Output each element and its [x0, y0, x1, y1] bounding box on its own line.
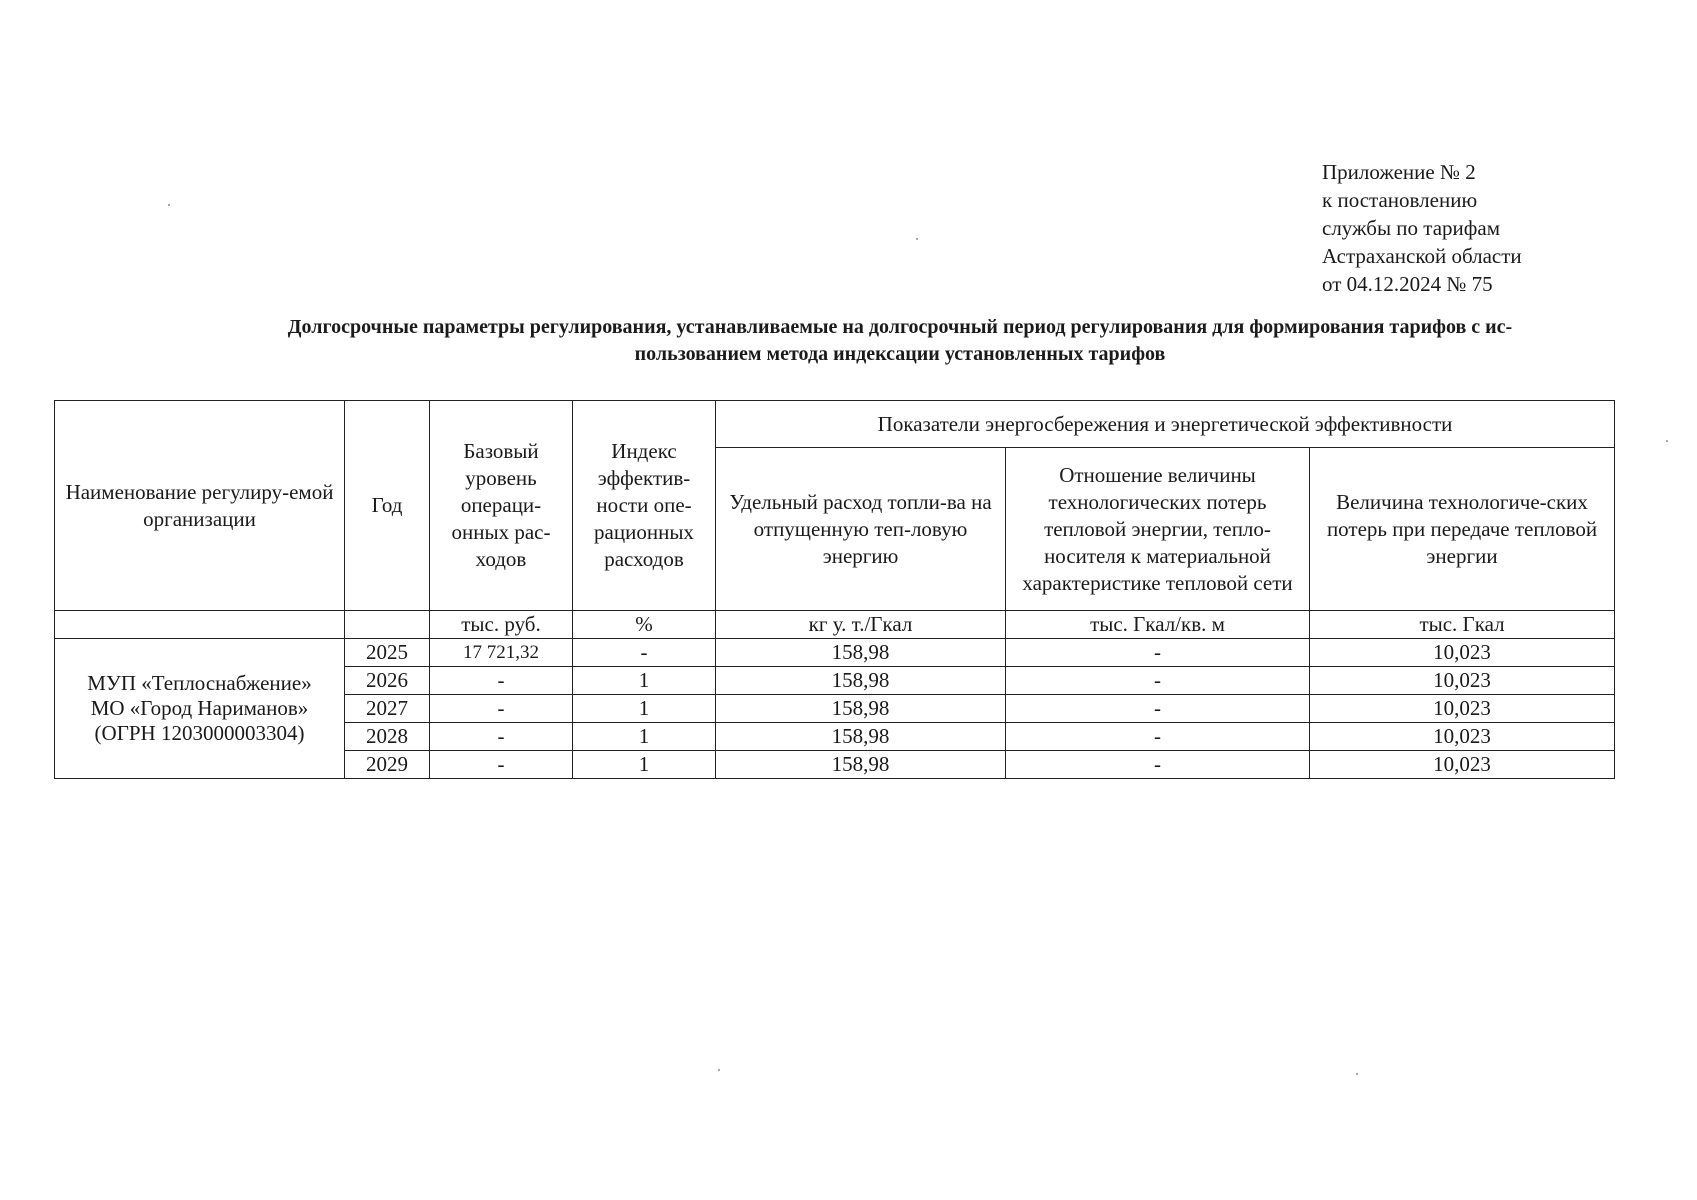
loss-ratio-cell: -	[1006, 695, 1310, 723]
appendix-line: службы по тарифам	[1322, 216, 1500, 240]
document-title	[140, 314, 1660, 368]
organization-name: МУП «Теплоснабжение»	[87, 671, 312, 695]
header-loss-ratio: Отношение величины технологических потерь тепловой энергии, тепло-носителя к материальной характеристике тепловой сети	[1006, 448, 1310, 611]
appendix-line: от 04.12.2024 № 75	[1322, 272, 1493, 296]
scan-speck	[1356, 1073, 1358, 1075]
tech-losses-cell: 10,023	[1310, 723, 1615, 751]
fuel-consumption-cell: 158,98	[716, 639, 1006, 667]
tech-losses-cell: 10,023	[1310, 695, 1615, 723]
loss-ratio-cell: -	[1006, 751, 1310, 779]
scan-speck	[916, 238, 918, 240]
header-tech-losses: Величина технологиче-ских потерь при передаче тепловой энергии	[1310, 448, 1615, 611]
efficiency-index-cell: -	[573, 639, 716, 667]
base-costs-cell: 17 721,32	[430, 639, 573, 667]
organization-ogrn: (ОГРН 1203000003304)	[94, 721, 305, 745]
base-costs-cell: -	[430, 695, 573, 723]
year-cell: 2029	[345, 751, 430, 779]
header-efficiency-index: Индекс эффектив-ности опе-рационных расходов	[573, 401, 716, 611]
efficiency-index-cell: 1	[573, 751, 716, 779]
fuel-consumption-cell: 158,98	[716, 695, 1006, 723]
tech-losses-cell: 10,023	[1310, 667, 1615, 695]
year-cell: 2026	[345, 667, 430, 695]
base-costs-cell: -	[430, 723, 573, 751]
header-base-costs: Базовый уровень операци-онных рас-ходов	[430, 401, 573, 611]
table-row	[55, 639, 1615, 667]
unit-year-empty	[345, 611, 430, 639]
parameters-table	[54, 400, 1615, 779]
unit-tech-losses: тыс. Гкал	[1310, 611, 1615, 639]
header-org: Наименование регулиру-емой организации	[55, 401, 345, 611]
unit-efficiency-index: %	[573, 611, 716, 639]
fuel-consumption-cell: 158,98	[716, 667, 1006, 695]
loss-ratio-cell: -	[1006, 723, 1310, 751]
document-title-line: пользованием метода индексации установленных тарифов	[634, 343, 1166, 365]
base-costs-cell: -	[430, 751, 573, 779]
header-fuel-consumption: Удельный расход топли-ва на отпущенную теп-ловую энергию	[716, 448, 1006, 611]
appendix-line: к постановлению	[1322, 188, 1478, 212]
loss-ratio-cell: -	[1006, 639, 1310, 667]
scan-speck	[168, 204, 170, 206]
efficiency-index-cell: 1	[573, 723, 716, 751]
unit-loss-ratio: тыс. Гкал/кв. м	[1006, 611, 1310, 639]
efficiency-index-cell: 1	[573, 695, 716, 723]
appendix-block	[1322, 158, 1522, 298]
fuel-consumption-cell: 158,98	[716, 723, 1006, 751]
scan-speck	[718, 1069, 720, 1071]
efficiency-index-cell: 1	[573, 667, 716, 695]
document-title-line: Долгосрочные параметры регулирования, устанавливаемые на долгосрочный период регулирования для формирования тарифов с ис-	[287, 316, 1513, 338]
year-cell: 2027	[345, 695, 430, 723]
header-energy-group: Показатели энергосбережения и энергетической эффективности	[716, 401, 1615, 448]
organization-cell	[55, 639, 345, 779]
loss-ratio-cell: -	[1006, 667, 1310, 695]
year-cell: 2025	[345, 639, 430, 667]
appendix-line: Приложение № 2	[1322, 160, 1476, 184]
unit-fuel-consumption: кг у. т./Гкал	[716, 611, 1006, 639]
header-year: Год	[345, 401, 430, 611]
organization-municipality: МО «Город Нариманов»	[90, 696, 309, 720]
unit-base-costs: тыс. руб.	[430, 611, 573, 639]
year-cell: 2028	[345, 723, 430, 751]
appendix-line: Астраханской области	[1322, 244, 1522, 268]
scan-speck	[1666, 440, 1668, 442]
tech-losses-cell: 10,023	[1310, 751, 1615, 779]
tech-losses-cell: 10,023	[1310, 639, 1615, 667]
fuel-consumption-cell: 158,98	[716, 751, 1006, 779]
unit-org-empty	[55, 611, 345, 639]
base-costs-cell: -	[430, 667, 573, 695]
